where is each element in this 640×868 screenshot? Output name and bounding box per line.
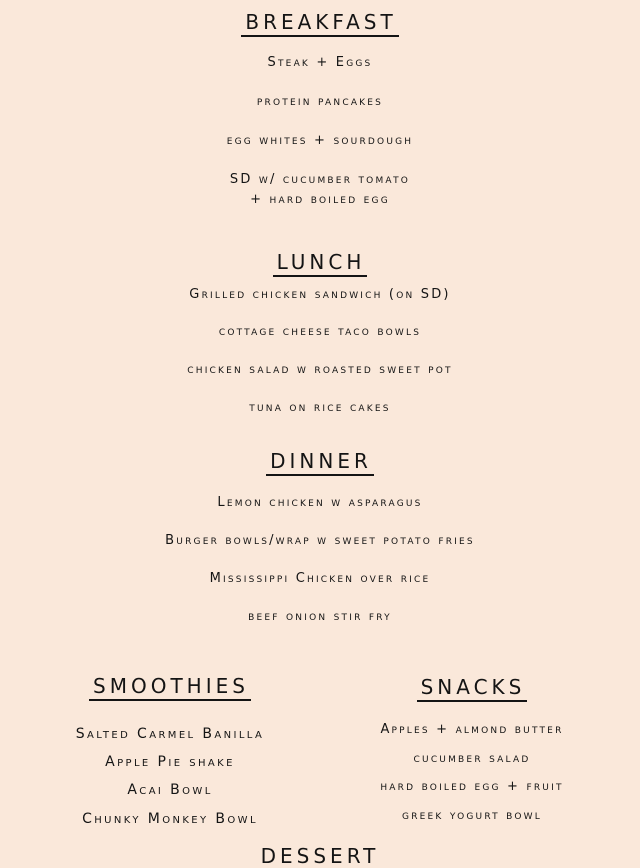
list-item: chicken salad w roasted sweet pot xyxy=(187,362,453,377)
list-item: Acai Bowl xyxy=(127,782,213,798)
dinner-title: DINNER xyxy=(266,449,374,476)
dessert-title: DESSERT xyxy=(260,844,380,868)
list-item: cucumber salad xyxy=(413,751,531,766)
list-item: Steak + Eggs xyxy=(267,55,373,70)
snacks-section xyxy=(312,0,632,853)
list-item: + hard boiled egg xyxy=(250,192,390,207)
snacks-title: SNACKS xyxy=(417,675,528,702)
list-item: Mississippi Chicken over rice xyxy=(209,571,431,586)
list-item: greek yogurt bowl xyxy=(402,808,542,823)
smoothies-heading xyxy=(10,674,330,698)
list-item: Salted Carmel Banilla xyxy=(75,726,265,742)
list-item: beef onion stir fry xyxy=(248,609,392,624)
list-item: SD w/ cucumber tomato xyxy=(229,172,411,187)
list-item: hard boiled egg + fruit xyxy=(380,779,564,794)
list-item: cottage cheese taco bowls xyxy=(218,324,422,339)
smoothies-title: SMOOTHIES xyxy=(89,674,251,701)
dessert-heading xyxy=(0,844,640,868)
list-item: protein pancakes xyxy=(256,94,384,109)
list-item: Grilled chicken sandwich (on SD) xyxy=(189,287,451,302)
lunch-title: LUNCH xyxy=(273,250,368,277)
list-item: egg whites + sourdough xyxy=(226,133,414,148)
smoothies-section xyxy=(10,0,330,853)
list-item: tuna on rice cakes xyxy=(249,400,391,415)
list-item: Lemon chicken w asparagus xyxy=(217,495,423,510)
list-item: Apples + almond butter xyxy=(380,722,564,737)
list-item: Chunky Monkey Bowl xyxy=(82,811,258,827)
list-item: Apple Pie shake xyxy=(105,754,235,770)
snacks-heading xyxy=(312,675,632,699)
breakfast-title: BREAKFAST xyxy=(241,10,398,37)
list-item: Burger bowls/wrap w sweet potato fries xyxy=(165,533,475,548)
